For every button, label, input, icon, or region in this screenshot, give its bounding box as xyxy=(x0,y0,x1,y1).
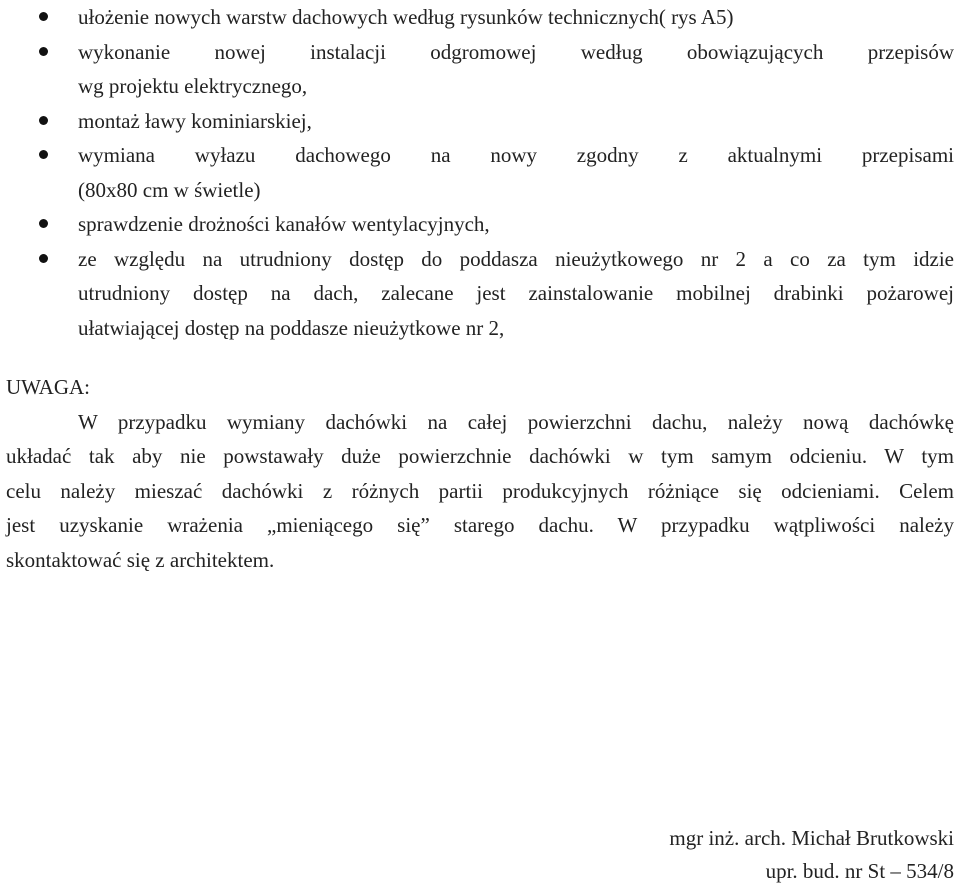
bullet-icon xyxy=(39,219,48,228)
paragraph-line: jest uzyskanie wrażenia „mieniącego się” starego dachu. W przypadku wątpliwości należy xyxy=(6,513,954,537)
list-item xyxy=(0,242,960,346)
bullet-icon xyxy=(39,254,48,263)
list-item-text: wg projektu elektrycznego, xyxy=(78,74,308,98)
list-item-text: wykonanie nowej instalacji odgromowej według obowiązujących przepisów xyxy=(78,39,954,64)
list-item xyxy=(0,104,960,139)
warning-paragraph xyxy=(6,405,954,578)
author-name: mgr inż. arch. Michał Brutkowski xyxy=(669,826,954,850)
license-number: upr. bud. nr St – 534/8 xyxy=(765,859,954,883)
list-item xyxy=(0,138,960,207)
warning-heading: UWAGA: xyxy=(6,375,90,399)
list-item xyxy=(0,207,960,242)
paragraph-line: układać tak aby nie powstawały duże powierzchnie dachówki w tym samym odcieniu. W tym xyxy=(6,444,954,468)
list-item xyxy=(0,0,960,35)
list-item-text: ułożenie nowych warstw dachowych według rysunków technicznych( rys A5) xyxy=(78,5,734,29)
bullet-icon xyxy=(39,150,48,159)
list-item-text: wymiana wyłazu dachowego na nowy zgodny z aktualnymi przepisami xyxy=(78,143,954,167)
list-item-text: ułatwiającej dostęp na poddasze nieużytkowe nr 2, xyxy=(78,315,505,340)
list-item-text: sprawdzenie drożności kanałów wentylacyjnych, xyxy=(78,212,490,236)
bullet-icon xyxy=(39,47,48,56)
list-item-text: utrudniony dostęp na dach, zalecane jest zainstalowanie mobilnej drabinki pożarowej xyxy=(78,281,954,305)
paragraph-line: W przypadku wymiany dachówki na całej powierzchni dachu, należy nową dachówkę xyxy=(78,409,954,434)
list-item-text: ze względu na utrudniony dostęp do poddasza nieużytkowego nr 2 a co za tym idzie xyxy=(78,246,954,271)
signature-block xyxy=(669,822,954,888)
bullet-icon xyxy=(39,12,48,21)
warning-section xyxy=(6,370,954,577)
bullet-icon xyxy=(39,116,48,125)
requirements-list xyxy=(0,0,960,345)
paragraph-line: celu należy mieszać dachówki z różnych partii produkcyjnych różniące się odcieniami. Celem xyxy=(6,478,954,503)
list-item-text: montaż ławy kominiarskiej, xyxy=(78,108,312,133)
paragraph-line: skontaktować się z architektem. xyxy=(6,547,275,572)
list-item-text: (80x80 cm w świetle) xyxy=(78,177,261,202)
list-item xyxy=(0,35,960,104)
